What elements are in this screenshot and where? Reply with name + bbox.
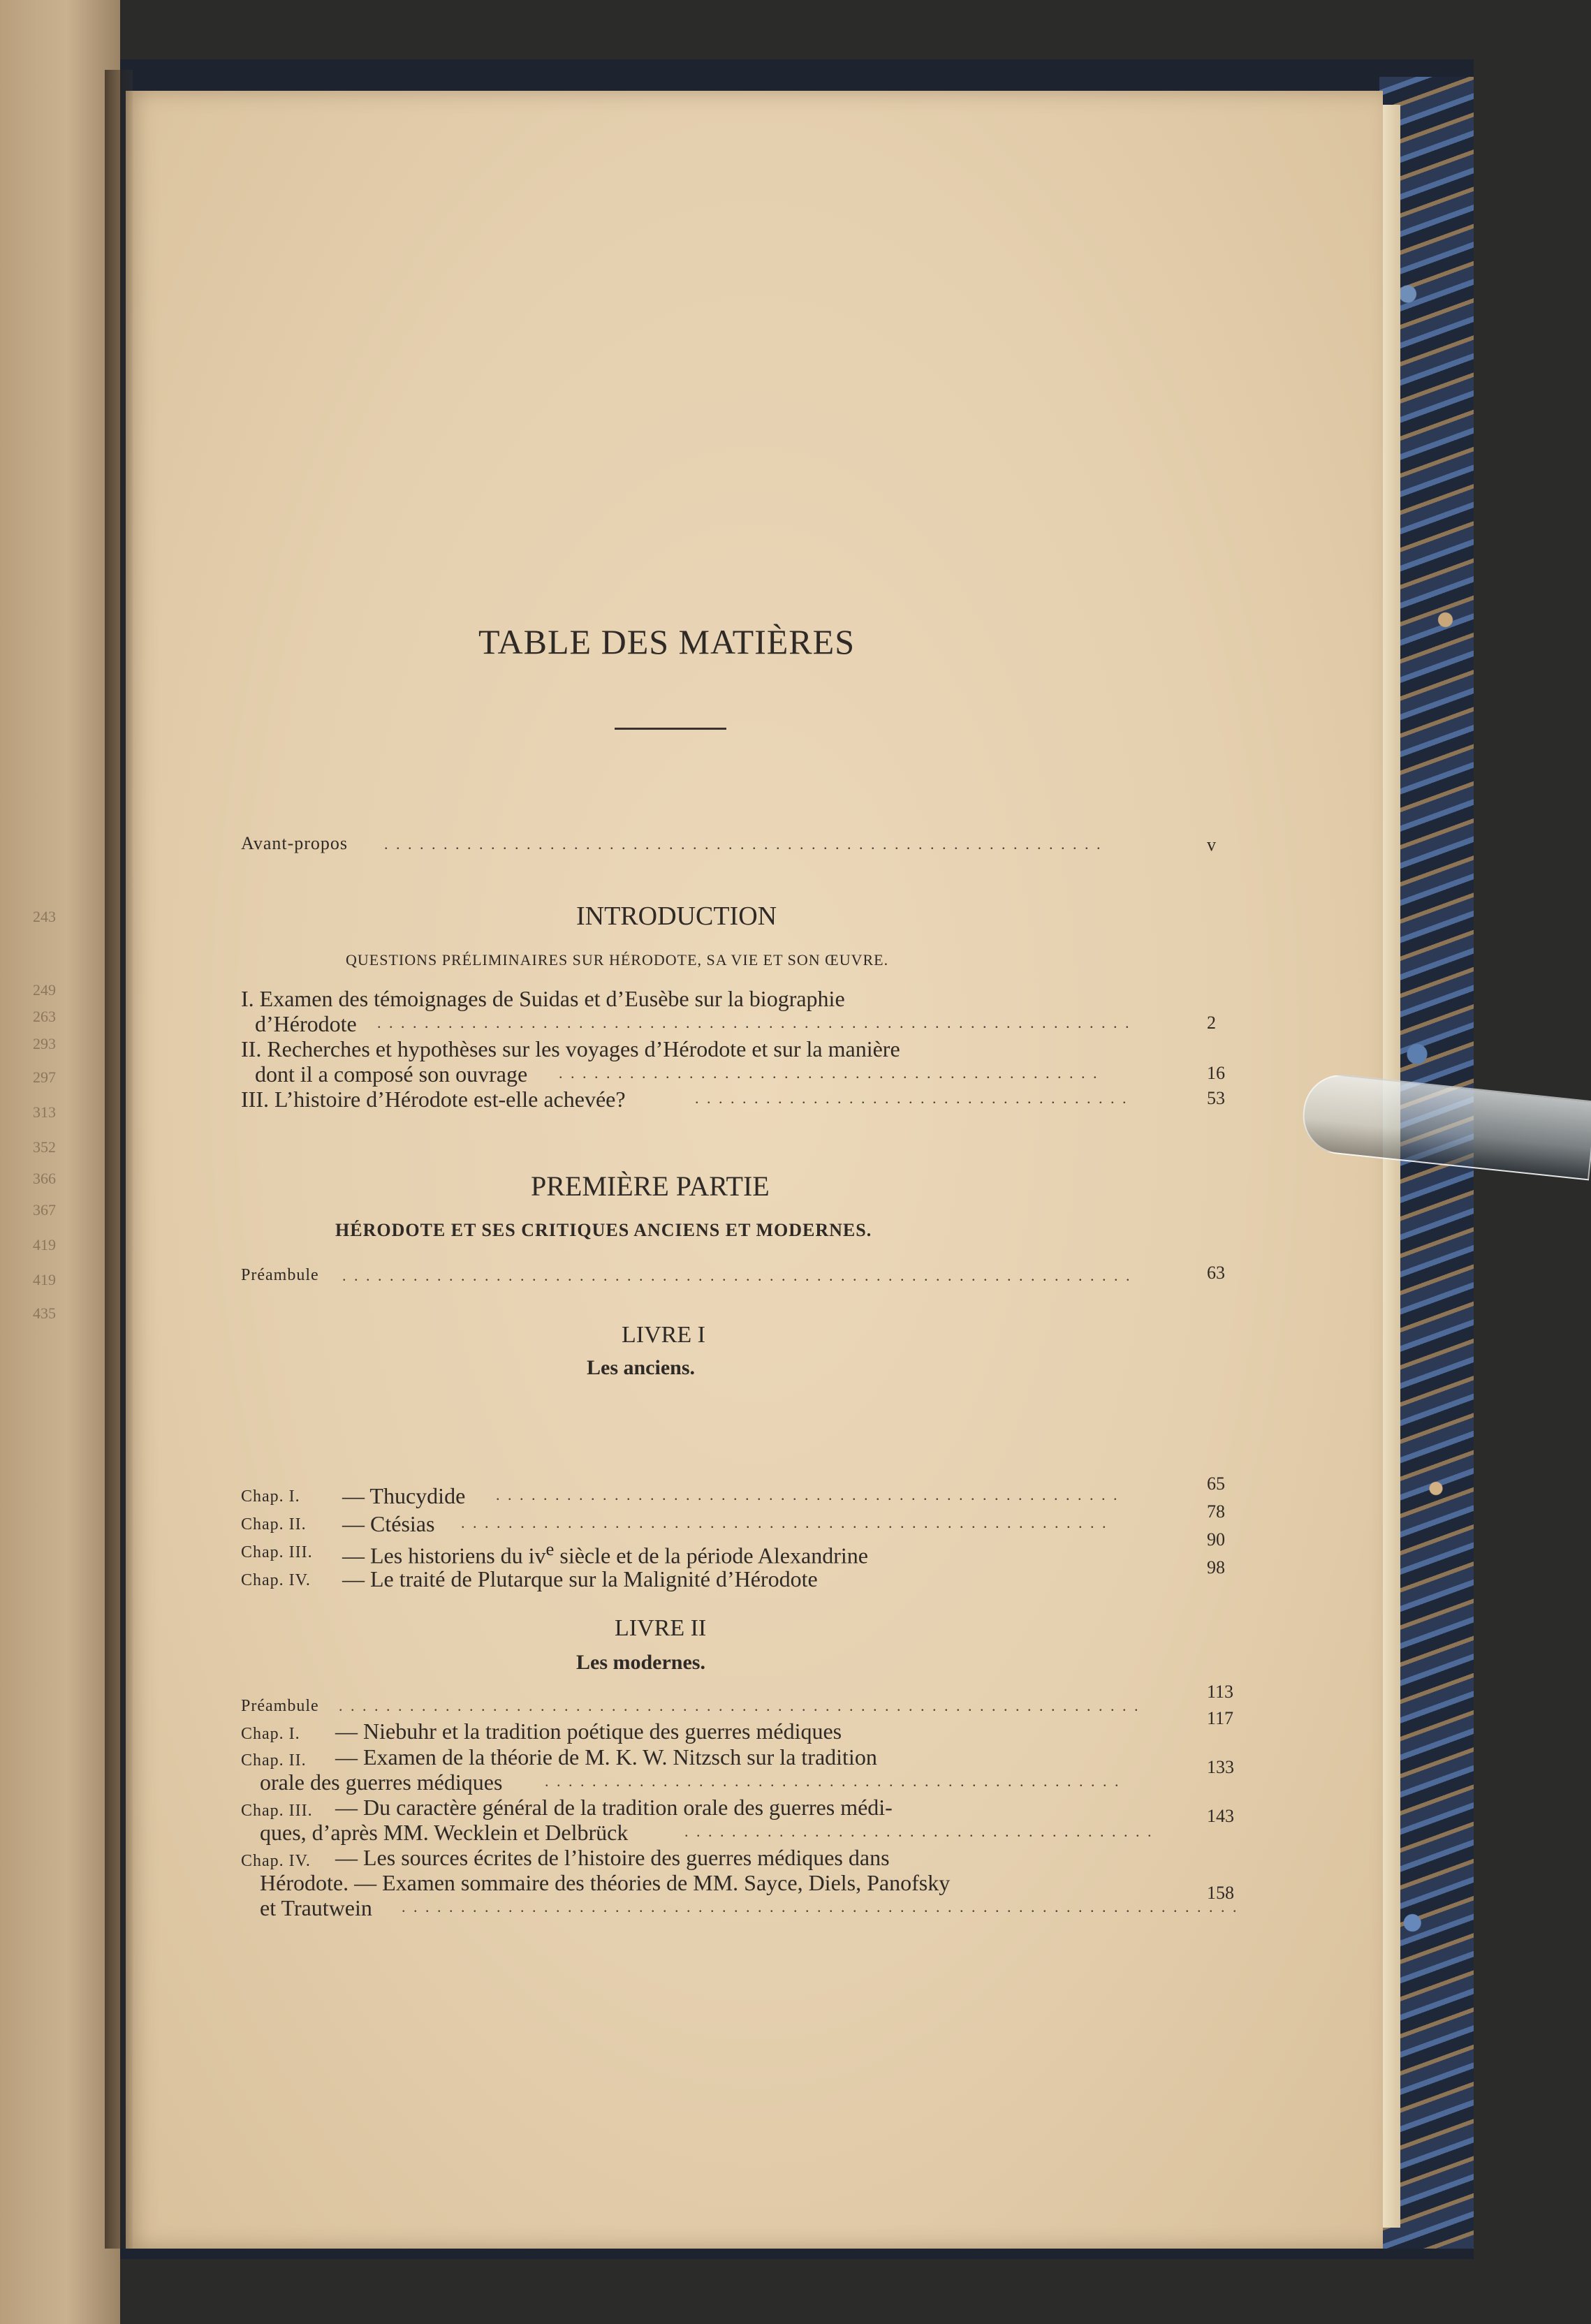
preambule-label: Préambule xyxy=(241,1266,319,1284)
left-page-number: 366 xyxy=(33,1170,56,1187)
premiere-partie-heading: PREMIÈRE PARTIE xyxy=(531,1170,770,1202)
toc-page-number: 158 xyxy=(1207,1883,1234,1903)
leader-dots: . . . . . . . . . . . . . . . . . . . . . . . . . . . . . . . . . . . . . . . . . . . . . . . . . . . . . . . . . . . . . . . . . . . . . . . xyxy=(402,1898,1239,1915)
left-page xyxy=(0,0,120,2324)
page-title: TABLE DES MATIÈRES xyxy=(478,622,855,661)
leader-dots: . . . . . . . . . . . . . . . . . . . . . . . . . . . . . . . . . . . . . . . . . . . . . . . . . . . . . . . . . . . . . . . . . . . xyxy=(342,1267,1132,1284)
chapter-title-continued: ques, d’après MM. Wecklein et Delbrück xyxy=(260,1820,629,1845)
livre-2-subtitle: Les modernes. xyxy=(576,1651,705,1674)
left-page-number: 263 xyxy=(33,1008,56,1025)
leader-dots: . . . . . . . . . . . . . . . . . . . . . . . . . . . . . . . . . . . . . . . . . . . . . . . . . . . . . . . . . . . . . . . . xyxy=(377,1014,1131,1031)
toc-page-number: 65 xyxy=(1207,1473,1225,1494)
introduction-heading: INTRODUCTION xyxy=(576,902,777,931)
toc-entry-text: dont il a composé son ouvrage xyxy=(255,1061,528,1087)
chapter-title-continued: orale des guerres médiques xyxy=(260,1770,503,1795)
title-rule xyxy=(615,728,726,730)
chapter-number: Chap. I. xyxy=(241,1725,300,1743)
chapter-title: — Du caractère général de la tradition orale des guerres médi- xyxy=(335,1795,893,1820)
leader-dots: . . . . . . . . . . . . . . . . . . . . . . . . . . . . . . . . . . . . . . . . . . . . . . . . . . . . . . . xyxy=(461,1514,1108,1531)
toc-page-number: 16 xyxy=(1207,1063,1225,1083)
chapter-title-continued: et Trautwein xyxy=(260,1895,372,1920)
leader-dots: . . . . . . . . . . . . . . . . . . . . . . . . . . . . . . . . . . . . . . . . xyxy=(684,1823,1154,1840)
toc-page-number: 98 xyxy=(1207,1557,1225,1577)
toc-page-number: 113 xyxy=(1207,1682,1234,1702)
livre-1-heading: LIVRE I xyxy=(622,1322,705,1348)
leader-dots: . . . . . . . . . . . . . . . . . . . . . . . . . . . . . . . . . . . . . . . . . . . . . . . . . . . . . xyxy=(496,1486,1120,1503)
chapter-number: Chap. III. xyxy=(241,1543,313,1561)
right-page xyxy=(126,91,1383,2249)
left-page-number: 367 xyxy=(33,1201,56,1219)
chapter-title: — Examen de la théorie de M. K. W. Nitzsch sur la tradition xyxy=(335,1744,877,1770)
chapter-title: — Le traité de Plutarque sur la Malignité d’Hérodote xyxy=(342,1566,818,1591)
toc-entry-text: I. Examen des témoignages de Suidas et d’Eusèbe sur la biographie xyxy=(241,986,845,1011)
chapter-title: — Niebuhr et la tradition poétique des guerres médiques xyxy=(335,1719,842,1744)
chapter-number: Chap. III. xyxy=(241,1802,313,1820)
toc-page-number: 90 xyxy=(1207,1529,1225,1550)
toc-page-number: 53 xyxy=(1207,1088,1225,1108)
leader-dots: . . . . . . . . . . . . . . . . . . . . . . . . . . . . . . . . . . . . . . . . . . . . . . xyxy=(559,1064,1099,1082)
avant-propos-label: Avant-propos xyxy=(241,833,349,853)
toc-entry-text: III. L’histoire d’Hérodote est-elle achevée? xyxy=(241,1087,626,1112)
introduction-subtitle: QUESTIONS PRÉLIMINAIRES SUR HÉRODOTE, SA VIE ET SON ŒUVRE. xyxy=(346,951,889,969)
chapter-number: Chap. I. xyxy=(241,1487,300,1506)
livre-2-heading: LIVRE II xyxy=(615,1615,707,1641)
left-page-number: 297 xyxy=(33,1068,56,1086)
chapter-number: Chap. II. xyxy=(241,1751,307,1770)
chapter-title: — Ctésias xyxy=(342,1511,435,1536)
toc-entry-text: II. Recherches et hypothèses sur les voyages d’Hérodote et sur la manière xyxy=(241,1036,900,1061)
left-page-number: 435 xyxy=(33,1304,56,1322)
preambule-label: Préambule xyxy=(241,1697,319,1715)
avant-propos-page: v xyxy=(1207,834,1216,855)
toc-page-number: 117 xyxy=(1207,1708,1234,1728)
leader-dots: . . . . . . . . . . . . . . . . . . . . . . . . . . . . . . . . . . . . . . . . . . . . . . . . . xyxy=(545,1772,1121,1790)
toc-page-number: 133 xyxy=(1207,1757,1234,1777)
left-page-number: 352 xyxy=(33,1138,56,1156)
chapter-title: — Thucydide xyxy=(342,1483,466,1508)
chapter-number: Chap. II. xyxy=(241,1515,307,1534)
left-page-number: 419 xyxy=(33,1271,56,1288)
premiere-partie-subtitle: HÉRODOTE ET SES CRITIQUES ANCIENS ET MODERNES. xyxy=(335,1220,872,1240)
toc-page-number: 2 xyxy=(1207,1013,1216,1033)
toc-page-number: 63 xyxy=(1207,1263,1225,1283)
left-page-number: 243 xyxy=(33,908,56,925)
toc-page-number: 143 xyxy=(1207,1806,1234,1826)
toc-page-number: 78 xyxy=(1207,1501,1225,1522)
chapter-title: — Les historiens du $iv^e$ siècle et de la période Alexandrine xyxy=(342,1538,868,1568)
chapter-title: — Les sources écrites de l’histoire des guerres médiques dans xyxy=(335,1845,890,1870)
chapter-number: Chap. IV. xyxy=(241,1571,311,1589)
chapter-number: Chap. IV. xyxy=(241,1852,311,1870)
book-gutter xyxy=(105,70,133,2249)
leader-dots: . . . . . . . . . . . . . . . . . . . . . . . . . . . . . . . . . . . . . . . . . . . . . . . . . . . . . . . . . . . . . . . . . . . . xyxy=(339,1697,1141,1714)
leader-dots: . . . . . . . . . . . . . . . . . . . . . . . . . . . . . . . . . . . . . xyxy=(695,1089,1129,1107)
left-page-number: 313 xyxy=(33,1103,56,1121)
left-page-number: 419 xyxy=(33,1236,56,1253)
toc-entry-text: d’Hérodote xyxy=(255,1011,357,1036)
left-page-number: 249 xyxy=(33,981,56,999)
leader-dots: . . . . . . . . . . . . . . . . . . . . . . . . . . . . . . . . . . . . . . . . . . . . . . . . . . . . . . . . . . . . . xyxy=(384,835,1103,853)
livre-1-subtitle: Les anciens. xyxy=(587,1356,696,1379)
chapter-title-continued: Hérodote. — Examen sommaire des théories de MM. Sayce, Diels, Panofsky xyxy=(260,1870,951,1895)
left-page-number: 293 xyxy=(33,1035,56,1052)
